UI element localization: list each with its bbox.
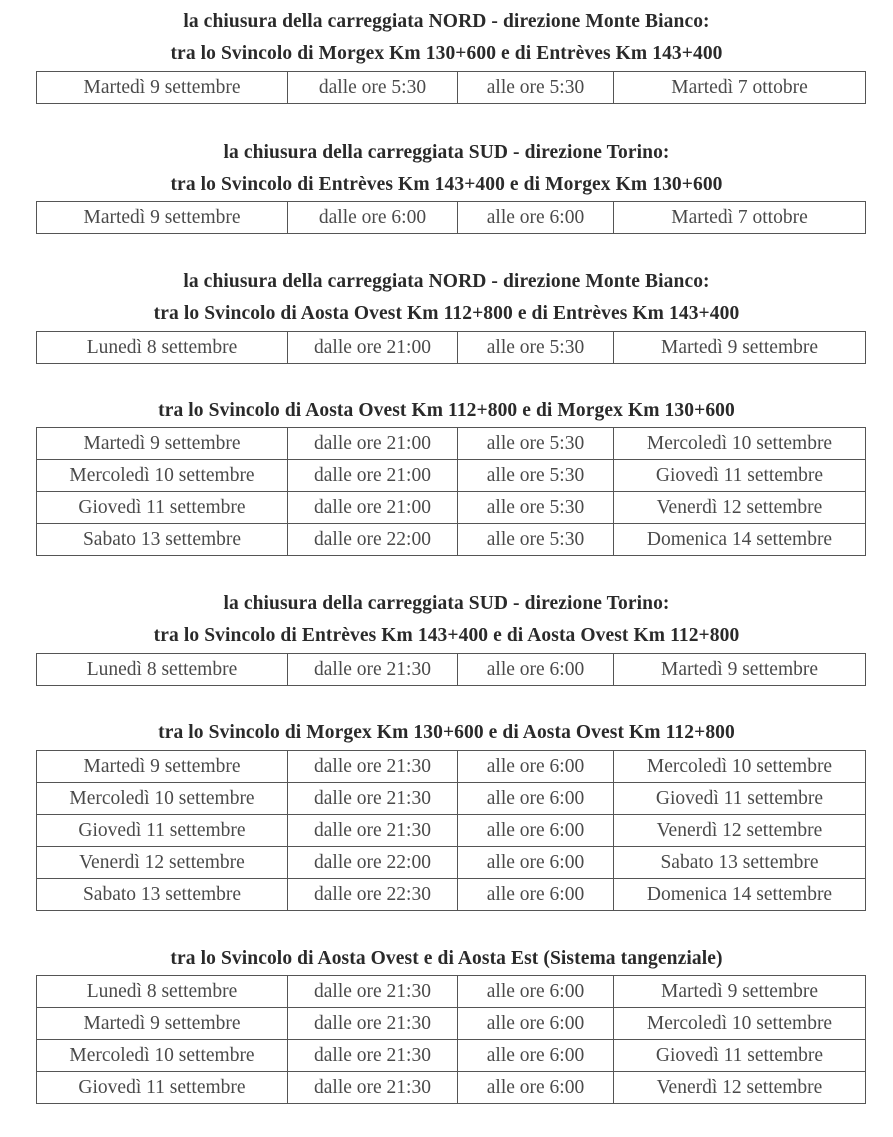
table-row (37, 1040, 866, 1072)
start-time-cell: dalle ore 22:30 (288, 879, 458, 911)
end-day-cell: Martedì 9 settembre (614, 976, 866, 1008)
table-row (37, 1008, 866, 1040)
table-row (37, 460, 866, 492)
start-day-cell: Lunedì 8 settembre (37, 332, 288, 364)
end-day-cell: Martedì 7 ottobre (614, 72, 866, 104)
start-day-cell: Giovedì 11 settembre (37, 815, 288, 847)
section-subheading: tra lo Svincolo di Morgex Km 130+600 e di Entrèves Km 143+400 (170, 43, 723, 64)
end-time-cell: alle ore 5:30 (458, 72, 614, 104)
start-day-cell: Mercoledì 10 settembre (37, 783, 288, 815)
end-time-cell: alle ore 5:30 (458, 524, 614, 556)
section-heading: la chiusura della carreggiata NORD - direzione Monte Bianco: (183, 11, 710, 32)
section-subheading: tra lo Svincolo di Aosta Ovest Km 112+800 e di Entrèves Km 143+400 (153, 303, 740, 324)
closure-section (0, 717, 893, 749)
closure-section (0, 588, 893, 652)
schedule-table (36, 750, 866, 911)
schedule-table (36, 427, 866, 556)
table-row (37, 976, 866, 1008)
closure-section (0, 943, 893, 975)
end-day-cell: Mercoledì 10 settembre (614, 428, 866, 460)
table-row (37, 751, 866, 783)
start-time-cell: dalle ore 6:00 (288, 202, 458, 234)
end-time-cell: alle ore 6:00 (458, 202, 614, 234)
end-day-cell: Venerdì 12 settembre (614, 1072, 866, 1104)
start-time-cell: dalle ore 21:00 (288, 428, 458, 460)
end-day-cell: Martedì 7 ottobre (614, 202, 866, 234)
start-day-cell: Lunedì 8 settembre (37, 976, 288, 1008)
table-row (37, 783, 866, 815)
end-day-cell: Domenica 14 settembre (614, 879, 866, 911)
section-heading: la chiusura della carreggiata NORD - direzione Monte Bianco: (183, 271, 710, 292)
end-day-cell: Giovedì 11 settembre (614, 1040, 866, 1072)
end-day-cell: Mercoledì 10 settembre (614, 1008, 866, 1040)
start-time-cell: dalle ore 21:00 (288, 332, 458, 364)
section-subheading: tra lo Svincolo di Aosta Ovest Km 112+800 e di Morgex Km 130+600 (158, 400, 735, 421)
end-day-cell: Giovedì 11 settembre (614, 460, 866, 492)
table-row (37, 1072, 866, 1104)
end-time-cell: alle ore 6:00 (458, 1040, 614, 1072)
table-row (37, 879, 866, 911)
schedule-table (36, 653, 866, 686)
start-day-cell: Martedì 9 settembre (37, 428, 288, 460)
start-time-cell: dalle ore 21:30 (288, 976, 458, 1008)
section-subheading: tra lo Svincolo di Morgex Km 130+600 e di Aosta Ovest Km 112+800 (158, 722, 735, 743)
end-time-cell: alle ore 6:00 (458, 1008, 614, 1040)
end-time-cell: alle ore 6:00 (458, 976, 614, 1008)
schedule-table (36, 201, 866, 234)
end-day-cell: Venerdì 12 settembre (614, 492, 866, 524)
end-time-cell: alle ore 6:00 (458, 1072, 614, 1104)
end-time-cell: alle ore 6:00 (458, 783, 614, 815)
end-day-cell: Martedì 9 settembre (614, 654, 866, 686)
start-time-cell: dalle ore 21:30 (288, 1040, 458, 1072)
section-subheading: tra lo Svincolo di Entrèves Km 143+400 e di Aosta Ovest Km 112+800 (153, 625, 740, 646)
table-row (37, 524, 866, 556)
schedule-table (36, 331, 866, 364)
table-row (37, 492, 866, 524)
start-day-cell: Martedì 9 settembre (37, 202, 288, 234)
table-row (37, 202, 866, 234)
closure-section (0, 6, 893, 70)
table-row (37, 815, 866, 847)
start-day-cell: Martedì 9 settembre (37, 72, 288, 104)
start-day-cell: Venerdì 12 settembre (37, 847, 288, 879)
end-time-cell: alle ore 5:30 (458, 460, 614, 492)
schedule-table (36, 975, 866, 1104)
start-day-cell: Mercoledì 10 settembre (37, 1040, 288, 1072)
end-time-cell: alle ore 6:00 (458, 847, 614, 879)
section-heading: la chiusura della carreggiata SUD - direzione Torino: (223, 142, 670, 163)
section-subheading: tra lo Svincolo di Aosta Ovest e di Aosta Est (Sistema tangenziale) (170, 948, 723, 969)
end-time-cell: alle ore 6:00 (458, 654, 614, 686)
table-row (37, 654, 866, 686)
end-time-cell: alle ore 6:00 (458, 815, 614, 847)
start-time-cell: dalle ore 21:30 (288, 815, 458, 847)
start-day-cell: Mercoledì 10 settembre (37, 460, 288, 492)
section-heading: la chiusura della carreggiata SUD - direzione Torino: (223, 593, 670, 614)
start-time-cell: dalle ore 21:00 (288, 460, 458, 492)
start-time-cell: dalle ore 21:30 (288, 1072, 458, 1104)
table-row (37, 332, 866, 364)
start-time-cell: dalle ore 21:30 (288, 783, 458, 815)
end-day-cell: Mercoledì 10 settembre (614, 751, 866, 783)
table-row (37, 428, 866, 460)
start-time-cell: dalle ore 21:30 (288, 1008, 458, 1040)
table-row (37, 72, 866, 104)
start-time-cell: dalle ore 22:00 (288, 524, 458, 556)
closure-section (0, 266, 893, 330)
end-day-cell: Domenica 14 settembre (614, 524, 866, 556)
start-day-cell: Giovedì 11 settembre (37, 1072, 288, 1104)
start-time-cell: dalle ore 5:30 (288, 72, 458, 104)
end-time-cell: alle ore 5:30 (458, 332, 614, 364)
start-day-cell: Lunedì 8 settembre (37, 654, 288, 686)
start-time-cell: dalle ore 21:00 (288, 492, 458, 524)
end-time-cell: alle ore 6:00 (458, 751, 614, 783)
end-day-cell: Martedì 9 settembre (614, 332, 866, 364)
start-day-cell: Martedì 9 settembre (37, 751, 288, 783)
start-time-cell: dalle ore 22:00 (288, 847, 458, 879)
table-row (37, 847, 866, 879)
schedule-table (36, 71, 866, 104)
start-day-cell: Giovedì 11 settembre (37, 492, 288, 524)
start-time-cell: dalle ore 21:30 (288, 654, 458, 686)
end-time-cell: alle ore 6:00 (458, 879, 614, 911)
start-day-cell: Sabato 13 settembre (37, 524, 288, 556)
end-time-cell: alle ore 5:30 (458, 428, 614, 460)
end-time-cell: alle ore 5:30 (458, 492, 614, 524)
closure-section (0, 395, 893, 427)
end-day-cell: Sabato 13 settembre (614, 847, 866, 879)
closure-section (0, 137, 893, 201)
end-day-cell: Giovedì 11 settembre (614, 783, 866, 815)
end-day-cell: Venerdì 12 settembre (614, 815, 866, 847)
start-day-cell: Sabato 13 settembre (37, 879, 288, 911)
start-time-cell: dalle ore 21:30 (288, 751, 458, 783)
section-subheading: tra lo Svincolo di Entrèves Km 143+400 e di Morgex Km 130+600 (170, 174, 723, 195)
start-day-cell: Martedì 9 settembre (37, 1008, 288, 1040)
